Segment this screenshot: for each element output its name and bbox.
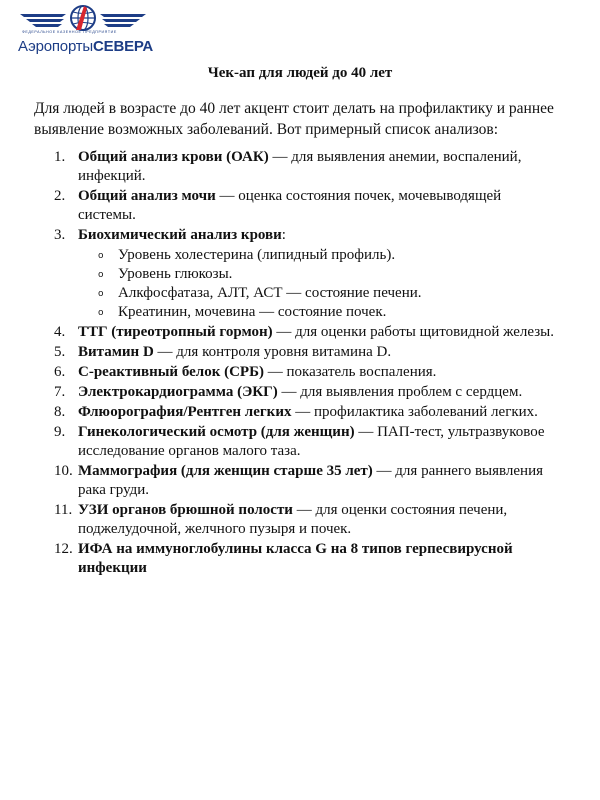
item-title: С-реактивный белок (СРБ) bbox=[78, 364, 264, 380]
sub-item-text: Уровень глюкозы. bbox=[118, 266, 233, 282]
list-item bbox=[0, 383, 558, 402]
item-description: — для контроля уровня витамина D. bbox=[153, 344, 392, 360]
item-description: : bbox=[281, 227, 286, 243]
intro-paragraph: Для людей в возрасте до 40 лет акцент стоит делать на профилактику и раннее выявление возможных заболеваний. Вот примерный список анализов: bbox=[34, 100, 554, 138]
item-number: 5. bbox=[54, 344, 66, 360]
list-item bbox=[0, 501, 558, 539]
list-item bbox=[0, 403, 558, 422]
sub-list-item bbox=[0, 284, 578, 303]
logo-name-bold: СЕВЕРА bbox=[93, 38, 154, 55]
list-item bbox=[0, 323, 558, 342]
item-number: 1. bbox=[54, 149, 66, 165]
company-logo bbox=[8, 4, 158, 60]
sub-item-text: Креатинин, мочевина — состояние почек. bbox=[118, 304, 387, 320]
list-item bbox=[0, 540, 558, 578]
list-item bbox=[0, 148, 558, 186]
logo-name bbox=[18, 38, 153, 55]
item-number: 2. bbox=[54, 188, 66, 204]
item-title: ИФА на иммуноглобулины класса G на 8 типов герпесвирусной инфекции bbox=[78, 541, 513, 576]
document-title: Чек-ап для людей до 40 лет bbox=[207, 65, 393, 81]
item-number: 3. bbox=[54, 227, 66, 243]
item-number: 6. bbox=[54, 364, 66, 380]
item-number: 7. bbox=[54, 384, 66, 400]
sub-item-text: Алкфосфатаза, АЛТ, АСТ — состояние печени. bbox=[118, 285, 422, 301]
item-description: — для раннего выявления рака груди. bbox=[78, 463, 544, 498]
checkup-list bbox=[0, 148, 600, 579]
item-description: — для оценки работы щитовидной железы. bbox=[272, 324, 555, 340]
item-number: 10. bbox=[54, 463, 73, 479]
item-description: — ПАП-тест, ультразвуковое исследование органов малого таза. bbox=[78, 424, 545, 459]
item-number: 4. bbox=[54, 324, 66, 340]
list-item bbox=[0, 343, 558, 362]
sub-item-text: Уровень холестерина (липидный профиль). bbox=[118, 247, 396, 263]
circle-bullet-icon: o bbox=[98, 270, 104, 280]
item-number: 9. bbox=[54, 424, 66, 440]
item-title: Гинекологический осмотр (для женщин) bbox=[78, 424, 355, 440]
item-title: Общий анализ крови (ОАК) bbox=[78, 149, 269, 165]
item-number: 11. bbox=[54, 502, 73, 518]
item-title: Биохимический анализ крови bbox=[78, 227, 282, 243]
sub-list-item bbox=[0, 246, 578, 265]
list-item bbox=[0, 462, 558, 500]
circle-bullet-icon: o bbox=[98, 251, 104, 261]
item-number: 8. bbox=[54, 404, 66, 420]
item-description: — профилактика заболеваний легких. bbox=[291, 404, 538, 420]
item-title: ТТГ (тиреотропный гормон) bbox=[78, 324, 273, 340]
sub-list-item bbox=[0, 265, 578, 284]
list-item bbox=[0, 423, 558, 461]
item-title: УЗИ органов брюшной полости bbox=[78, 502, 293, 518]
list-item bbox=[0, 226, 558, 245]
list-item bbox=[0, 187, 558, 225]
item-description: — показатель воспаления. bbox=[264, 364, 437, 380]
sub-list-item bbox=[0, 303, 578, 322]
item-description: — для оценки состояния печени, поджелудочной, желчного пузыря и почек. bbox=[78, 502, 508, 537]
logo-name-regular: Аэропорты bbox=[18, 38, 94, 55]
item-title: Витамин D bbox=[78, 344, 154, 360]
item-title: Маммография (для женщин старше 35 лет) bbox=[78, 463, 373, 479]
logo-subtitle: ФЕДЕРАЛЬНОЕ КАЗЕННОЕ ПРЕДПРИЯТИЕ bbox=[22, 30, 117, 34]
item-number: 12. bbox=[54, 541, 73, 557]
item-title: Общий анализ мочи bbox=[78, 188, 216, 204]
item-title: Флюорография/Рентген легких bbox=[78, 404, 292, 420]
circle-bullet-icon: o bbox=[98, 289, 104, 299]
circle-bullet-icon: o bbox=[98, 308, 104, 318]
item-title: Электрокардиограмма (ЭКГ) bbox=[78, 384, 278, 400]
item-description: — для выявления анемии, воспалений, инфекций. bbox=[78, 149, 522, 184]
item-description: — оценка состояния почек, мочевыводящей системы. bbox=[78, 188, 502, 223]
item-description: — для выявления проблем с сердцем. bbox=[277, 384, 523, 400]
list-item bbox=[0, 363, 558, 382]
